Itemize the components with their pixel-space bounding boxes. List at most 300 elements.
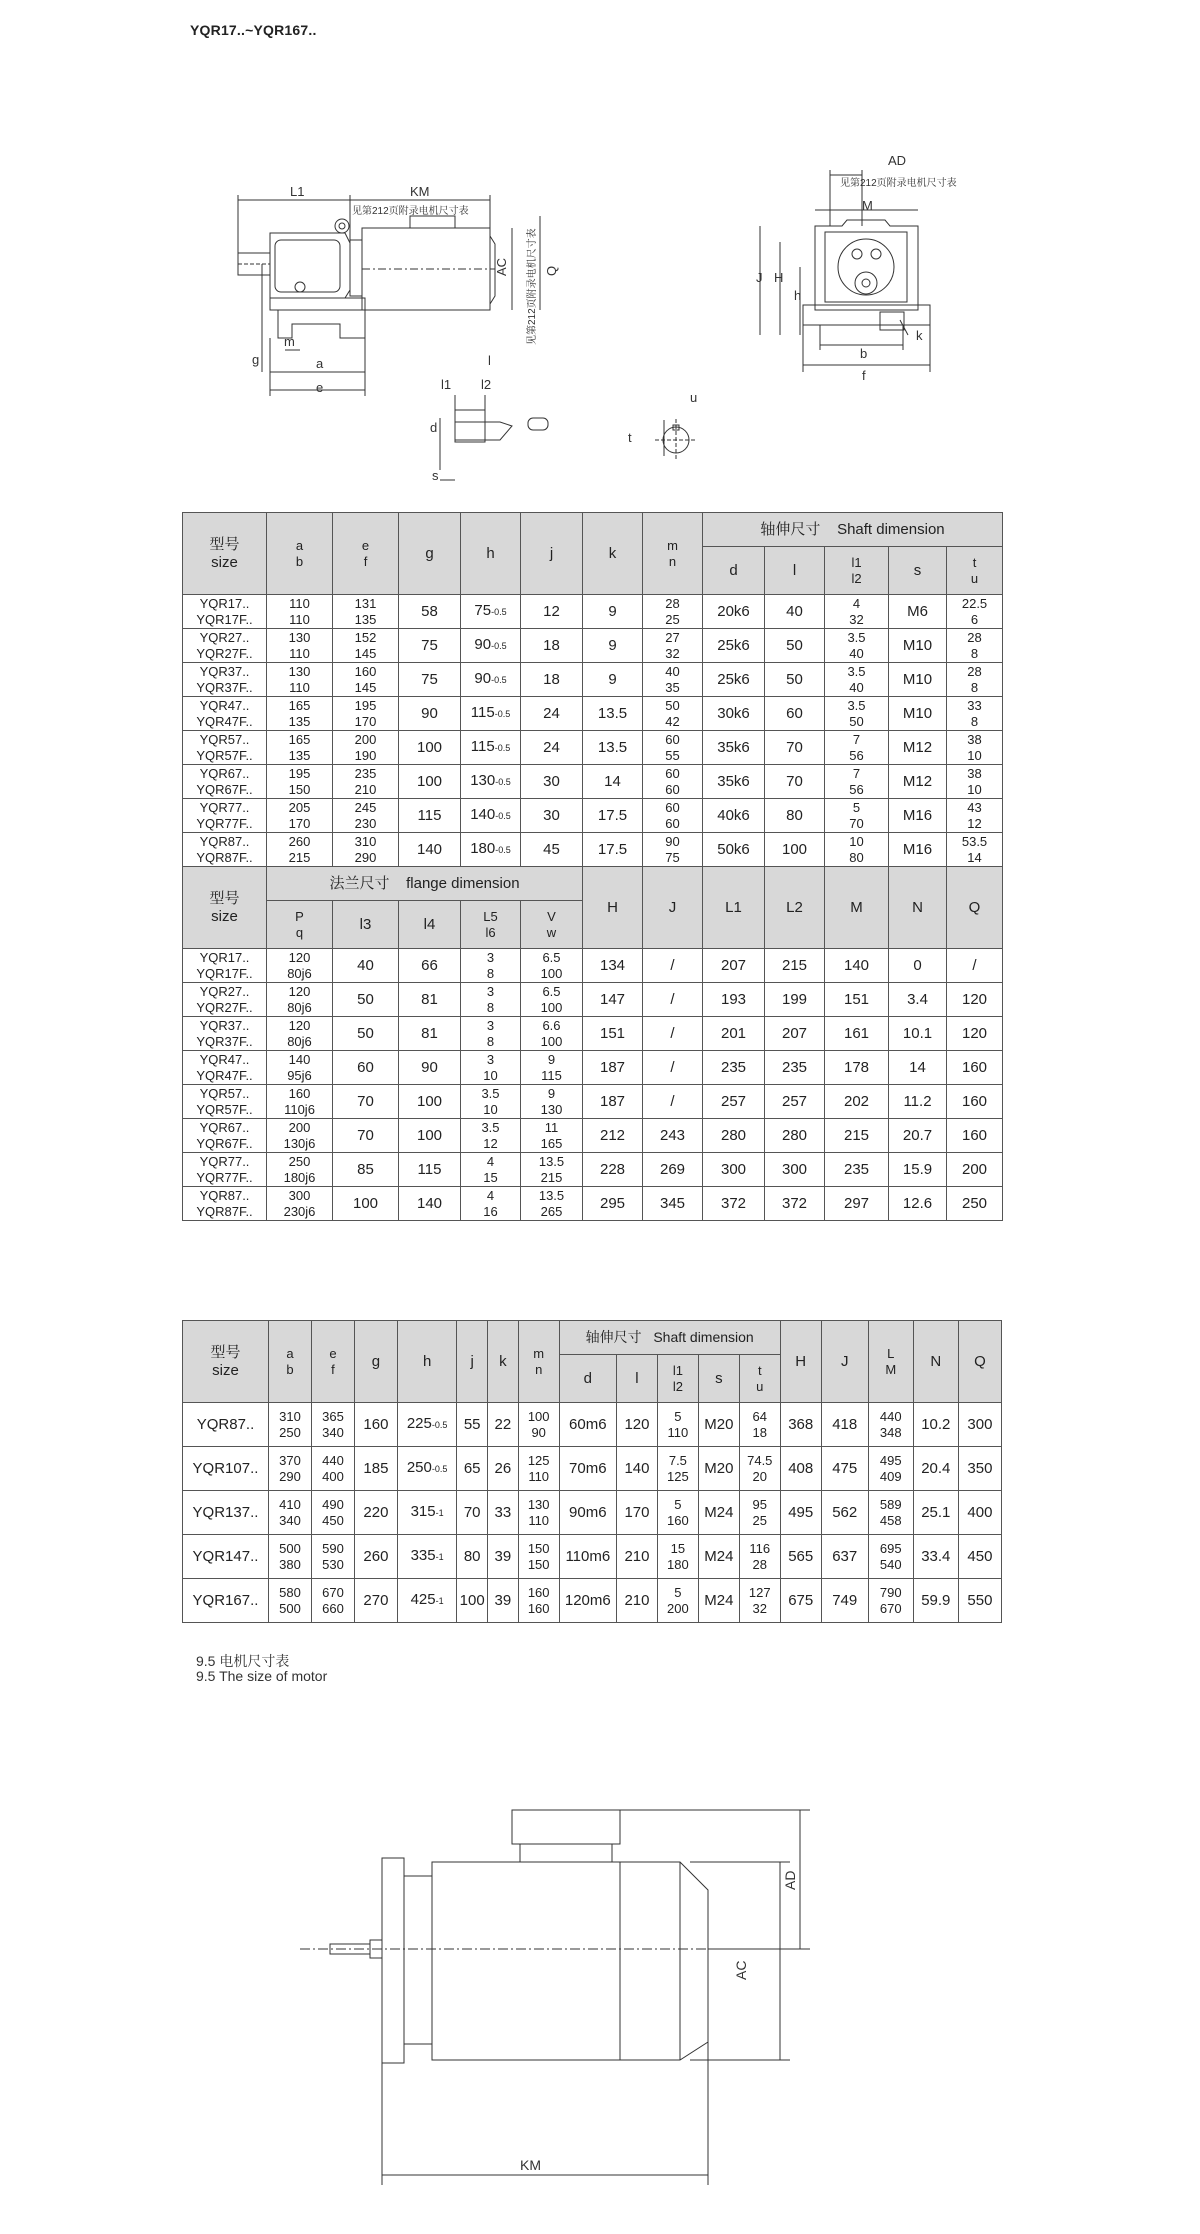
page-header-title: YQR17..~YQR167.. bbox=[190, 22, 317, 38]
cell-Q: 450 bbox=[958, 1535, 1001, 1579]
cell-J: 243 bbox=[643, 1119, 703, 1153]
cell-k: 17.5 bbox=[583, 799, 643, 833]
cell-j: 80 bbox=[457, 1535, 488, 1579]
cell-g: 100 bbox=[399, 731, 461, 765]
cell-ab: 130 110 bbox=[267, 663, 333, 697]
cell-L1: 257 bbox=[703, 1085, 765, 1119]
cell-pq: 140 95j6 bbox=[267, 1051, 333, 1085]
table-row bbox=[183, 663, 1003, 697]
table-row bbox=[183, 595, 1003, 629]
header-tu: t u bbox=[947, 547, 1003, 595]
header-l1l2: l1 l2 bbox=[825, 547, 889, 595]
cell-N: 20.7 bbox=[889, 1119, 947, 1153]
cell-l5l6: 4 15 bbox=[461, 1153, 521, 1187]
cell-k: 9 bbox=[583, 595, 643, 629]
header-j: j bbox=[521, 513, 583, 595]
cell-l: 100 bbox=[765, 833, 825, 867]
cell-g: 220 bbox=[354, 1491, 397, 1535]
header-l1l2: l1 l2 bbox=[657, 1355, 698, 1403]
cell-l1l2: 3.5 50 bbox=[825, 697, 889, 731]
cell-J: 269 bbox=[643, 1153, 703, 1187]
cell-tu: 64 18 bbox=[739, 1403, 780, 1447]
cell-Q: 350 bbox=[958, 1447, 1001, 1491]
cell-l3: 60 bbox=[333, 1051, 399, 1085]
cell-L1: 235 bbox=[703, 1051, 765, 1085]
cell-l5l6: 4 16 bbox=[461, 1187, 521, 1221]
cell-d: 25k6 bbox=[703, 663, 765, 697]
cell-ab: 165 135 bbox=[267, 731, 333, 765]
dim-label-s: s bbox=[432, 468, 439, 483]
cell-l4: 90 bbox=[399, 1051, 461, 1085]
cell-mn: 60 55 bbox=[643, 731, 703, 765]
gearbox-dimension-drawing bbox=[0, 0, 1200, 500]
cell-s: M12 bbox=[889, 731, 947, 765]
header-s: s bbox=[889, 547, 947, 595]
cell-l5l6: 3.5 12 bbox=[461, 1119, 521, 1153]
cell-L2: 300 bbox=[765, 1153, 825, 1187]
dimension-table-2 bbox=[182, 1320, 1002, 1623]
cell-LM: 589 458 bbox=[868, 1491, 913, 1535]
cell-model: YQR87.. bbox=[183, 1403, 269, 1447]
cell-k: 13.5 bbox=[583, 731, 643, 765]
cell-g: 270 bbox=[354, 1579, 397, 1623]
cell-k: 17.5 bbox=[583, 833, 643, 867]
cell-l3: 100 bbox=[333, 1187, 399, 1221]
cell-L2: 207 bbox=[765, 1017, 825, 1051]
cell-s: M12 bbox=[889, 765, 947, 799]
cell-ab: 130 110 bbox=[267, 629, 333, 663]
cell-LM: 440 348 bbox=[868, 1403, 913, 1447]
cell-M: 235 bbox=[825, 1153, 889, 1187]
dim-label-l1: l1 bbox=[441, 377, 452, 392]
cell-l5l6: 3 8 bbox=[461, 1017, 521, 1051]
cell-model: YQR47.. YQR47F.. bbox=[183, 1051, 267, 1085]
cell-l4: 100 bbox=[399, 1085, 461, 1119]
header-ef: e f bbox=[333, 513, 399, 595]
cell-k: 22 bbox=[488, 1403, 519, 1447]
cell-l1l2: 3.5 40 bbox=[825, 663, 889, 697]
header-pq: P q bbox=[267, 901, 333, 949]
dimension-table-1 bbox=[182, 512, 1003, 1221]
cell-J: / bbox=[643, 983, 703, 1017]
header-model: 型号 size bbox=[183, 513, 267, 595]
cell-model: YQR67.. YQR67F.. bbox=[183, 1119, 267, 1153]
dim-label-d: d bbox=[430, 420, 438, 435]
header-L2: L2 bbox=[765, 867, 825, 949]
header-LM: L M bbox=[868, 1321, 913, 1403]
motor-label-KM: KM bbox=[520, 2157, 541, 2173]
cell-s: M16 bbox=[889, 833, 947, 867]
header-l: l bbox=[765, 547, 825, 595]
cell-vw: 13.5 265 bbox=[521, 1187, 583, 1221]
cell-N: 33.4 bbox=[913, 1535, 958, 1579]
cell-tu: 33 8 bbox=[947, 697, 1003, 731]
cell-s: M24 bbox=[698, 1491, 739, 1535]
cell-d: 30k6 bbox=[703, 697, 765, 731]
dim-label-h: h bbox=[794, 288, 802, 303]
cell-mn: 27 32 bbox=[643, 629, 703, 663]
cell-j: 30 bbox=[521, 765, 583, 799]
cell-mn: 28 25 bbox=[643, 595, 703, 629]
cell-l1l2: 5 200 bbox=[657, 1579, 698, 1623]
cell-j: 100 bbox=[457, 1579, 488, 1623]
cell-J: / bbox=[643, 1085, 703, 1119]
cell-N: 11.2 bbox=[889, 1085, 947, 1119]
dim-label-AC: AC bbox=[494, 257, 509, 276]
cell-N: 14 bbox=[889, 1051, 947, 1085]
header-Q: Q bbox=[947, 867, 1003, 949]
cell-h: 75-0.5 bbox=[461, 595, 521, 629]
cell-l5l6: 3 8 bbox=[461, 983, 521, 1017]
cell-vw: 6.5 100 bbox=[521, 949, 583, 983]
table-row bbox=[183, 1085, 1003, 1119]
cell-J: 418 bbox=[821, 1403, 868, 1447]
cell-k: 9 bbox=[583, 629, 643, 663]
cell-tu: 28 8 bbox=[947, 663, 1003, 697]
cell-L2: 257 bbox=[765, 1085, 825, 1119]
motor-label-AD: AD bbox=[782, 1870, 798, 1890]
cell-d: 110m6 bbox=[559, 1535, 616, 1579]
header-tu: t u bbox=[739, 1355, 780, 1403]
cell-l1l2: 7.5 125 bbox=[657, 1447, 698, 1491]
cell-Q: 160 bbox=[947, 1119, 1003, 1153]
cell-tu: 95 25 bbox=[739, 1491, 780, 1535]
header-mn: m n bbox=[518, 1321, 559, 1403]
table2-header bbox=[183, 1321, 1002, 1403]
cell-l5l6: 3 10 bbox=[461, 1051, 521, 1085]
cell-M: 178 bbox=[825, 1051, 889, 1085]
header-d: d bbox=[703, 547, 765, 595]
cell-ef: 245 230 bbox=[333, 799, 399, 833]
cell-k: 26 bbox=[488, 1447, 519, 1491]
cell-pq: 120 80j6 bbox=[267, 949, 333, 983]
cell-M: 140 bbox=[825, 949, 889, 983]
cell-l1l2: 5 70 bbox=[825, 799, 889, 833]
cell-h: 180-0.5 bbox=[461, 833, 521, 867]
cell-tu: 127 32 bbox=[739, 1579, 780, 1623]
table-row bbox=[183, 799, 1003, 833]
cell-model: YQR47.. YQR47F.. bbox=[183, 697, 267, 731]
cell-J: 345 bbox=[643, 1187, 703, 1221]
cell-l: 40 bbox=[765, 595, 825, 629]
cell-d: 20k6 bbox=[703, 595, 765, 629]
cell-l: 80 bbox=[765, 799, 825, 833]
cell-mn: 50 42 bbox=[643, 697, 703, 731]
cell-H: 565 bbox=[780, 1535, 821, 1579]
header-H: H bbox=[780, 1321, 821, 1403]
cell-ef: 590 530 bbox=[311, 1535, 354, 1579]
cell-ab: 580 500 bbox=[268, 1579, 311, 1623]
table-row bbox=[183, 1187, 1003, 1221]
cell-ef: 152 145 bbox=[333, 629, 399, 663]
header-j: j bbox=[457, 1321, 488, 1403]
header-J: J bbox=[821, 1321, 868, 1403]
cell-ab: 205 170 bbox=[267, 799, 333, 833]
header-H: H bbox=[583, 867, 643, 949]
cell-H: 495 bbox=[780, 1491, 821, 1535]
cell-s: M20 bbox=[698, 1447, 739, 1491]
front-view-gearbox bbox=[760, 170, 930, 372]
cell-ab: 195 150 bbox=[267, 765, 333, 799]
cell-d: 25k6 bbox=[703, 629, 765, 663]
header-l3: l3 bbox=[333, 901, 399, 949]
cell-g: 185 bbox=[354, 1447, 397, 1491]
cell-g: 260 bbox=[354, 1535, 397, 1579]
cell-mn: 150 150 bbox=[518, 1535, 559, 1579]
cell-N: 0 bbox=[889, 949, 947, 983]
cell-l5l6: 3 8 bbox=[461, 949, 521, 983]
cell-s: M24 bbox=[698, 1579, 739, 1623]
dim-label-Q: Q bbox=[544, 265, 559, 276]
cell-H: 212 bbox=[583, 1119, 643, 1153]
cell-Q: / bbox=[947, 949, 1003, 983]
cell-l3: 70 bbox=[333, 1119, 399, 1153]
header-ab: a b bbox=[267, 513, 333, 595]
header-model: 型号 size bbox=[183, 1321, 269, 1403]
cell-tu: 28 8 bbox=[947, 629, 1003, 663]
cell-vw: 9 115 bbox=[521, 1051, 583, 1085]
cell-H: 228 bbox=[583, 1153, 643, 1187]
table1-lower-header bbox=[183, 867, 1003, 949]
cell-g: 160 bbox=[354, 1403, 397, 1447]
cell-k: 39 bbox=[488, 1579, 519, 1623]
cell-L1: 201 bbox=[703, 1017, 765, 1051]
cell-N: 59.9 bbox=[913, 1579, 958, 1623]
cell-mn: 60 60 bbox=[643, 799, 703, 833]
cell-H: 187 bbox=[583, 1051, 643, 1085]
cell-Q: 120 bbox=[947, 1017, 1003, 1051]
cell-L1: 372 bbox=[703, 1187, 765, 1221]
cell-vw: 9 130 bbox=[521, 1085, 583, 1119]
cell-d: 90m6 bbox=[559, 1491, 616, 1535]
cell-model: YQR17.. YQR17F.. bbox=[183, 949, 267, 983]
motor-label-AC: AC bbox=[733, 1960, 749, 1980]
cell-h: 115-0.5 bbox=[461, 731, 521, 765]
dim-label-b: b bbox=[860, 346, 868, 361]
cell-ef: 200 190 bbox=[333, 731, 399, 765]
cell-model: YQR37.. YQR37F.. bbox=[183, 1017, 267, 1051]
table2-body bbox=[183, 1403, 1002, 1623]
dim-label-H: H bbox=[774, 270, 784, 285]
cell-s: M20 bbox=[698, 1403, 739, 1447]
cell-j: 30 bbox=[521, 799, 583, 833]
cell-l4: 115 bbox=[399, 1153, 461, 1187]
cell-H: 147 bbox=[583, 983, 643, 1017]
cell-mn: 130 110 bbox=[518, 1491, 559, 1535]
cell-l: 70 bbox=[765, 731, 825, 765]
cell-M: 215 bbox=[825, 1119, 889, 1153]
cell-mn: 100 90 bbox=[518, 1403, 559, 1447]
cell-l: 170 bbox=[616, 1491, 657, 1535]
cell-M: 161 bbox=[825, 1017, 889, 1051]
cell-l3: 50 bbox=[333, 983, 399, 1017]
cell-ef: 365 340 bbox=[311, 1403, 354, 1447]
header-N: N bbox=[913, 1321, 958, 1403]
motor-dimension-drawing bbox=[0, 1780, 1200, 2234]
table-row bbox=[183, 731, 1003, 765]
header-g: g bbox=[399, 513, 461, 595]
cell-k: 13.5 bbox=[583, 697, 643, 731]
cell-s: M6 bbox=[889, 595, 947, 629]
cell-vw: 6.5 100 bbox=[521, 983, 583, 1017]
dim-label-KM: KM bbox=[410, 184, 430, 199]
cell-ab: 500 380 bbox=[268, 1535, 311, 1579]
cell-J: / bbox=[643, 1017, 703, 1051]
cell-h: 115-0.5 bbox=[461, 697, 521, 731]
cell-pq: 200 130j6 bbox=[267, 1119, 333, 1153]
cell-g: 75 bbox=[399, 629, 461, 663]
cell-d: 35k6 bbox=[703, 731, 765, 765]
cell-tu: 38 10 bbox=[947, 731, 1003, 765]
header-ef: e f bbox=[311, 1321, 354, 1403]
cell-J: 475 bbox=[821, 1447, 868, 1491]
cell-k: 9 bbox=[583, 663, 643, 697]
cell-l1l2: 3.5 40 bbox=[825, 629, 889, 663]
cell-N: 12.6 bbox=[889, 1187, 947, 1221]
dim-label-e: e bbox=[316, 380, 324, 395]
cell-l5l6: 3.5 10 bbox=[461, 1085, 521, 1119]
cell-Q: 300 bbox=[958, 1403, 1001, 1447]
header-Q: Q bbox=[958, 1321, 1001, 1403]
cell-l1l2: 5 110 bbox=[657, 1403, 698, 1447]
cell-ef: 131 135 bbox=[333, 595, 399, 629]
cell-vw: 13.5 215 bbox=[521, 1153, 583, 1187]
cell-J: 562 bbox=[821, 1491, 868, 1535]
header-l4: l4 bbox=[399, 901, 461, 949]
cell-Q: 160 bbox=[947, 1051, 1003, 1085]
table-row bbox=[183, 833, 1003, 867]
cell-ab: 410 340 bbox=[268, 1491, 311, 1535]
cell-model: YQR57.. YQR57F.. bbox=[183, 1085, 267, 1119]
dim-label-l: l bbox=[488, 353, 491, 368]
table-row bbox=[183, 1491, 1002, 1535]
cell-model: YQR37.. YQR37F.. bbox=[183, 663, 267, 697]
dim-label-L1: L1 bbox=[290, 184, 305, 199]
cell-model: YQR107.. bbox=[183, 1447, 269, 1491]
cell-L2: 280 bbox=[765, 1119, 825, 1153]
cell-l: 120 bbox=[616, 1403, 657, 1447]
dim-label-M: M bbox=[862, 198, 873, 213]
cell-N: 25.1 bbox=[913, 1491, 958, 1535]
dim-label-m: m bbox=[284, 334, 295, 349]
cell-l4: 66 bbox=[399, 949, 461, 983]
cell-h: 90-0.5 bbox=[461, 663, 521, 697]
header-k: k bbox=[583, 513, 643, 595]
cell-h: 90-0.5 bbox=[461, 629, 521, 663]
cell-pq: 160 110j6 bbox=[267, 1085, 333, 1119]
table-row bbox=[183, 629, 1003, 663]
cell-H: 368 bbox=[780, 1403, 821, 1447]
header-h: h bbox=[461, 513, 521, 595]
cell-model: YQR137.. bbox=[183, 1491, 269, 1535]
table-row bbox=[183, 1051, 1003, 1085]
dim-label-J: J bbox=[756, 270, 763, 285]
cell-h: 250-0.5 bbox=[397, 1447, 456, 1491]
table1-upper-body bbox=[183, 595, 1003, 867]
cell-g: 115 bbox=[399, 799, 461, 833]
cell-N: 20.4 bbox=[913, 1447, 958, 1491]
cell-model: YQR17.. YQR17F.. bbox=[183, 595, 267, 629]
cell-Q: 160 bbox=[947, 1085, 1003, 1119]
cell-h: 425-1 bbox=[397, 1579, 456, 1623]
cell-g: 75 bbox=[399, 663, 461, 697]
cell-ab: 260 215 bbox=[267, 833, 333, 867]
motor-outline bbox=[300, 1810, 810, 2185]
cell-l3: 70 bbox=[333, 1085, 399, 1119]
cell-Q: 250 bbox=[947, 1187, 1003, 1221]
cell-M: 151 bbox=[825, 983, 889, 1017]
table-row bbox=[183, 1535, 1002, 1579]
cell-ab: 310 250 bbox=[268, 1403, 311, 1447]
cell-j: 45 bbox=[521, 833, 583, 867]
cell-l4: 81 bbox=[399, 983, 461, 1017]
cell-l1l2: 5 160 bbox=[657, 1491, 698, 1535]
cell-LM: 790 670 bbox=[868, 1579, 913, 1623]
cell-Q: 120 bbox=[947, 983, 1003, 1017]
cell-k: 14 bbox=[583, 765, 643, 799]
cell-d: 40k6 bbox=[703, 799, 765, 833]
header-L1: L1 bbox=[703, 867, 765, 949]
header-N: N bbox=[889, 867, 947, 949]
header-h: h bbox=[397, 1321, 456, 1403]
cell-Q: 550 bbox=[958, 1579, 1001, 1623]
cell-ab: 370 290 bbox=[268, 1447, 311, 1491]
cell-tu: 116 28 bbox=[739, 1535, 780, 1579]
cell-L2: 215 bbox=[765, 949, 825, 983]
cell-N: 10.2 bbox=[913, 1403, 958, 1447]
cell-L2: 235 bbox=[765, 1051, 825, 1085]
cell-mn: 125 110 bbox=[518, 1447, 559, 1491]
dim-label-l2: l2 bbox=[481, 377, 492, 392]
header-l: l bbox=[616, 1355, 657, 1403]
cell-model: YQR57.. YQR57F.. bbox=[183, 731, 267, 765]
cell-pq: 120 80j6 bbox=[267, 983, 333, 1017]
cell-d: 60m6 bbox=[559, 1403, 616, 1447]
table-row bbox=[183, 983, 1003, 1017]
table-row bbox=[183, 949, 1003, 983]
table-row bbox=[183, 1579, 1002, 1623]
cell-l3: 50 bbox=[333, 1017, 399, 1051]
dim-label-u: u bbox=[690, 390, 698, 405]
header-M: M bbox=[825, 867, 889, 949]
cell-l: 210 bbox=[616, 1535, 657, 1579]
cell-model: YQR77.. YQR77F.. bbox=[183, 1153, 267, 1187]
cell-model: YQR27.. YQR27F.. bbox=[183, 983, 267, 1017]
cell-l: 70 bbox=[765, 765, 825, 799]
cell-g: 140 bbox=[399, 833, 461, 867]
cell-d: 70m6 bbox=[559, 1447, 616, 1491]
cell-d: 50k6 bbox=[703, 833, 765, 867]
table1-lower-body bbox=[183, 949, 1003, 1221]
dim-label-k: k bbox=[916, 328, 923, 343]
cell-tu: 74.5 20 bbox=[739, 1447, 780, 1491]
cell-model: YQR167.. bbox=[183, 1579, 269, 1623]
cell-J: 749 bbox=[821, 1579, 868, 1623]
cell-l: 50 bbox=[765, 629, 825, 663]
cell-J: 637 bbox=[821, 1535, 868, 1579]
cell-h: 225-0.5 bbox=[397, 1403, 456, 1447]
cell-N: 15.9 bbox=[889, 1153, 947, 1187]
cell-L1: 300 bbox=[703, 1153, 765, 1187]
table-row bbox=[183, 1119, 1003, 1153]
cell-H: 187 bbox=[583, 1085, 643, 1119]
cell-l4: 140 bbox=[399, 1187, 461, 1221]
cell-l3: 40 bbox=[333, 949, 399, 983]
cell-N: 10.1 bbox=[889, 1017, 947, 1051]
table-row bbox=[183, 1447, 1002, 1491]
motor-section-caption-en: 9.5 The size of motor bbox=[196, 1668, 328, 1684]
header-flange-dimension: 法兰尺寸 flange dimension bbox=[267, 867, 583, 901]
